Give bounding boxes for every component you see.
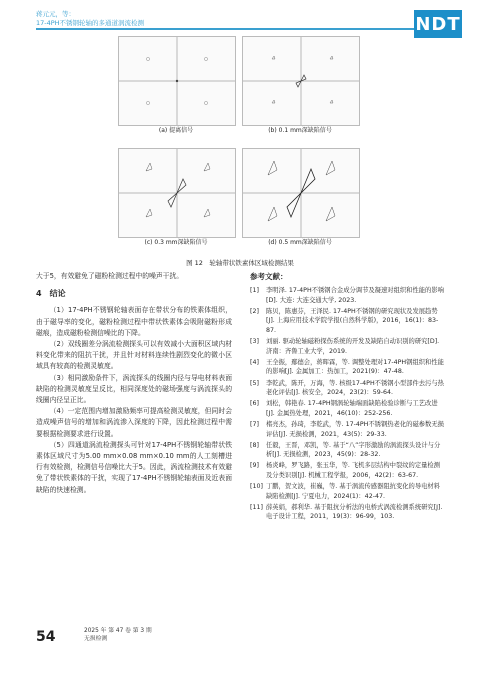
figure-panel-b (242, 36, 358, 134)
reference-item (250, 503, 446, 522)
reference-text: 任毅，王晋，邓凯，等. 基于“八”字形激励的涡流探头设计与分析[J]. 无损检测，2023，45(9)：28-32. (266, 441, 441, 459)
reference-text: 刘松，韩艳春. 17-4PH钢涡轮轴端面缺陷检验诊断与工艺改进[J]. 金属热处理，2021，46(10)：252-256. (266, 400, 438, 417)
impedance-plot-b (242, 36, 360, 126)
conclusion-paragraph-1: （1）17-4PH不锈钢轮轴表面存在带状分布的铁素体组织，由于磁导率的变化，磁粉检测过程中带状铁素体会吸附磁粉形成磁痕，造成磁粉检测信噪比的下降。 (36, 306, 232, 337)
journal-issue: 2025 年 第 47 卷 第 3 期 (84, 628, 152, 634)
reference-item (250, 399, 446, 418)
reference-text: 陈贝，陈惠芬，王泽民. 17-4PH不锈钢的研究现状及发展趋势[J]. 上海应用技术学院学报(自然科学版)，2016，16(1)：83-87. (266, 307, 439, 335)
reference-item (250, 379, 446, 398)
header-authors: 蒋元元，等： (36, 10, 75, 18)
panel-caption-a: (a) 提离信号 (158, 127, 194, 134)
impedance-plot-a (118, 36, 236, 126)
conclusion-paragraph-3: （3）相同激励条件下，涡流探头的线圈内径与导电材料表面缺陷的检测灵敏度呈反比，相同深度处的磁场强度与涡流探头的线圈内径呈正比。 (36, 373, 232, 405)
reference-number: [1] (250, 287, 259, 295)
references-title: 参考文献： (250, 272, 288, 281)
reference-text: 杨炎峰，罗飞路，张玉华，等. 飞机多层结构中裂纹的定量检测及分类识别[J]. 机械工程学报，2006，42(2)：63-67. (266, 462, 441, 479)
reference-item (250, 461, 446, 480)
intro-paragraph: 大于5，有效避免了磁粉检测过程中的噪声干扰。 (36, 272, 184, 280)
journal-logo: NDT (414, 10, 462, 38)
reference-item (250, 441, 446, 460)
reference-number: [3] (250, 338, 259, 346)
reference-text: 刘丽. 驱动轮轴磁粉探伤系统的开发及缺陷自动识别的研究[D]. 济南：齐鲁工业大学，2019. (266, 338, 440, 355)
reference-text: 楮亮杰，孙琦，李乾武，等. 17-4PH不锈钢热老化的磁参数无损评估[J]. 无损检测，2021，43(5)：29-33. (266, 420, 444, 438)
figure-12 (118, 36, 358, 258)
impedance-plot-d (242, 148, 360, 238)
running-header (36, 10, 144, 28)
reference-item (250, 307, 446, 336)
figure-caption: 图 12 轮轴带状铁素体区域检测结果 (186, 259, 294, 267)
reference-text: 丁鹏，贺文波，崔巍，等. 基于涡流传感器阻抗变化的导电材料缺陷检测[J]. 宁夏电力，2024(1)：42-47. (266, 482, 441, 500)
reference-number: [4] (250, 358, 259, 366)
reference-text: 王全振，鄢德会，蒋晖霖，等. 调整处理对17-4PH钢组织和性能的影响[J]. 金属加工：热加工，2021(9)：47-48. (266, 358, 444, 376)
figure-panel-d (242, 148, 358, 246)
reference-number: [11] (250, 503, 263, 511)
page-number: 54 (36, 629, 56, 645)
reference-number: [10] (250, 482, 263, 490)
reference-item (250, 420, 446, 439)
impedance-plot-c (118, 148, 236, 238)
header-rule (36, 28, 426, 30)
panel-caption-b: (b) 0.1 mm深缺陷信号 (268, 127, 332, 134)
panel-caption-c: (c) 0.3 mm深缺陷信号 (144, 239, 208, 246)
reference-number: [2] (250, 307, 259, 315)
reference-number: [9] (250, 462, 259, 470)
section-title-conclusion: 4 结论 (36, 289, 66, 299)
reference-text: 李乾武，陈开，万海，等. 核级17-4PH不锈钢小型部件去污与热老化评估[J]. 核安全，2024，23(2)：59-64. (266, 379, 444, 397)
figure-panel-c (118, 148, 234, 246)
reference-item (250, 482, 446, 501)
conclusion-paragraph-5: （5）四通道涡流检测探头可针对17-4PH不锈钢轮轴带状铁素体区域尺寸为5.00 mm×0.08 mm×0.10 mm的人工刻槽进行有效检测，检测信号信噪比大于5。因此，涡流检测技术有效避免了带状铁素体的干扰，实现了17-4PH不锈钢轮轴表面及近表面缺陷的快速检测。 (36, 440, 232, 494)
references-column (250, 271, 446, 523)
conclusion-paragraph-2: （2）双线圈差分涡流检测探头可以有效减小大面积区域内材料变化带来的阻抗干扰，并且针对材料连续性剧烈变化的微小区域具有较高的检测灵敏度。 (36, 340, 232, 371)
reference-item (250, 286, 446, 305)
reference-number: [5] (250, 379, 259, 387)
reference-number: [8] (250, 441, 259, 449)
reference-item (250, 337, 446, 356)
journal-info (84, 627, 152, 643)
header-title: 17-4PH不锈钢轮轴的多通道涡流检测 (36, 19, 145, 27)
reference-number: [6] (250, 400, 259, 408)
reference-text: 薛英娟，郝利华. 基于阻抗分析法的电桥式涡流检测系统研究[J]. 电子设计工程，2011，19(3)：96-99，103. (266, 503, 443, 521)
conclusion-paragraph-4: （4）一定范围内增加激励频率可提高检测灵敏度，但同时会造成噪声信号的增加和涡流渗入深度的下降，因此检测过程中需要根据检测要求进行设置。 (36, 407, 232, 438)
figure-panel-a (118, 36, 234, 134)
reference-item (250, 358, 446, 377)
panel-caption-d: (d) 0.5 mm深缺陷信号 (268, 239, 332, 246)
left-column (36, 271, 232, 496)
reference-text: 李明泽. 17-4PH不锈钢合金成分调节及凝速对组织和性能的影响[D]. 大连: 大连交通大学, 2023. (266, 287, 444, 304)
journal-name: 无损检测 (84, 636, 108, 642)
reference-number: [7] (250, 420, 259, 428)
